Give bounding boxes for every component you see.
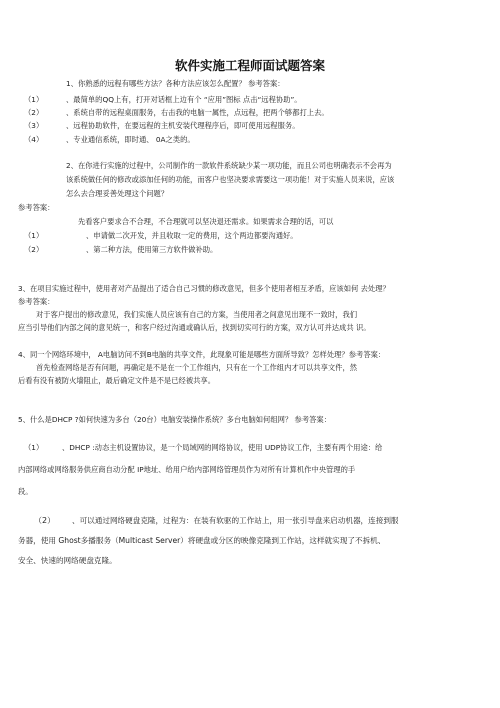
q3-answer-line-1: 对于客户提出的修改意见，我们实施人员应该有自己的方案，当使用者之间意见出现不一致时，我们 xyxy=(36,310,358,319)
q5-question: 5、什么是DHCP ?如何快速为多台（20台）电脑安装操作系统？多台电脑如何组网？ 参考答案： xyxy=(18,415,332,424)
q2-question-line-2: 该系统做任何的修改或添加任何的功能，而客户也坚决要求需要这一项功能！对于实施人员来说，应该 xyxy=(66,175,395,184)
q1-item-2-text: 、系统自带的远程桌面服务，右击我的电脑一属性，点远程，把两个够都打上去。 xyxy=(66,108,329,117)
q2-item-2-text: 、第二种方法，使用第三方软件做补助。 xyxy=(86,245,218,254)
q2-answer-label: 参考答案： xyxy=(18,203,55,212)
q2-answer-intro: 先看客户要求合不合理，不合理就可以坚决退还需求。如果需求合理的话，可以 xyxy=(78,217,334,226)
q1-item-3-number: （3） xyxy=(24,121,44,130)
q1-question: 1、你熟悉的远程有哪些方法？各种方法应该怎么配置？ 参考答案： xyxy=(66,79,285,88)
q2-question-line-1: 2、在你进行实施的过程中，公司制作的一款软件系统缺少某一项功能，而且公司也明确表示不会再为 xyxy=(66,161,392,170)
q2-question-line-3: 怎么去合理妥善处理这个问题？ xyxy=(66,189,169,198)
q5-item-2-line-1: 、可以通过网络硬盘克隆，过程为：在装有软驱的工作站上，用一张引导盘来启动机器，连接到服 xyxy=(72,516,399,525)
q4-answer-line-1: 首先检查网络是否有问题，再确定是不是在一个工作组内，只有在一个工作组内才可以共享文件，然 xyxy=(36,363,358,372)
q5-item-2-line-3: 安全、快速的网络硬盘克隆。 xyxy=(18,556,117,565)
q2-item-1-text: 、申请做二次开发，并且收取一定的费用，这个两边都要沟通好。 xyxy=(86,231,298,240)
q4-answer-line-2: 后看有没有被防火墙阻止，最后确定文件是不是已经被共享。 xyxy=(18,376,216,385)
q5-item-1-line-1: 、DHCP :动态主机设置协议，是一个局域网的网络协议，使用 UDP协议工作，主要有两个用途：给 xyxy=(62,443,383,452)
q3-answer-label: 参考答案： xyxy=(18,297,55,306)
q1-item-2-number: （2） xyxy=(24,108,44,117)
page-title: 软件实施工程师面试题答案 xyxy=(174,58,325,73)
q1-item-1-number: （1） xyxy=(24,95,44,104)
q5-item-2-line-2: 务器，使用 Ghost多播服务（Multicast Server）将硬盘或分区的映像克隆到工作站，这样就实现了不拆机、 xyxy=(18,536,386,545)
q3-answer-line-2: 应当引导他们内部之间的意见统一，和客户经过沟通或确认后，找到切实可行的方案，双方认可并达成共 识。 xyxy=(18,323,371,332)
q2-item-2-number: （2） xyxy=(24,245,44,254)
q1-item-4-number: （4） xyxy=(24,135,44,144)
q1-item-3-text: 、远程协助软件，在要远程的主机安装代理程序后，即可使用远程服务。 xyxy=(66,121,300,130)
q5-item-1-line-2: 内部网络或网络服务供应商自动分配 IP地址、给用户给内部网络管理员作为对所有计算机作中央管理的手 xyxy=(18,465,356,474)
q5-item-1-line-3: 段。 xyxy=(18,487,33,496)
q4-question: 4、同一个网络环境中， A电脑访问不到B电脑的共享文件，此现象可能是哪些方面所导致？怎样处理？参考答案： xyxy=(18,350,386,359)
q5-item-1-number: （1） xyxy=(24,443,44,452)
q1-item-1-text: 、最简单的QQ上有，打开对话框上边有个 “应用”图标 点击“远程协助”。 xyxy=(66,95,302,104)
q3-question: 3、在项目实施过程中，使用者对产品提出了适合自己习惯的修改意见，但多个使用者相互矛盾，应该如何 去处理？ xyxy=(18,284,390,293)
q1-item-4-text: 、专业通信系统，即时通、 0A之类的。 xyxy=(66,135,195,144)
q5-item-2-number: （2） xyxy=(34,516,56,525)
q2-item-1-number: （1） xyxy=(24,231,44,240)
